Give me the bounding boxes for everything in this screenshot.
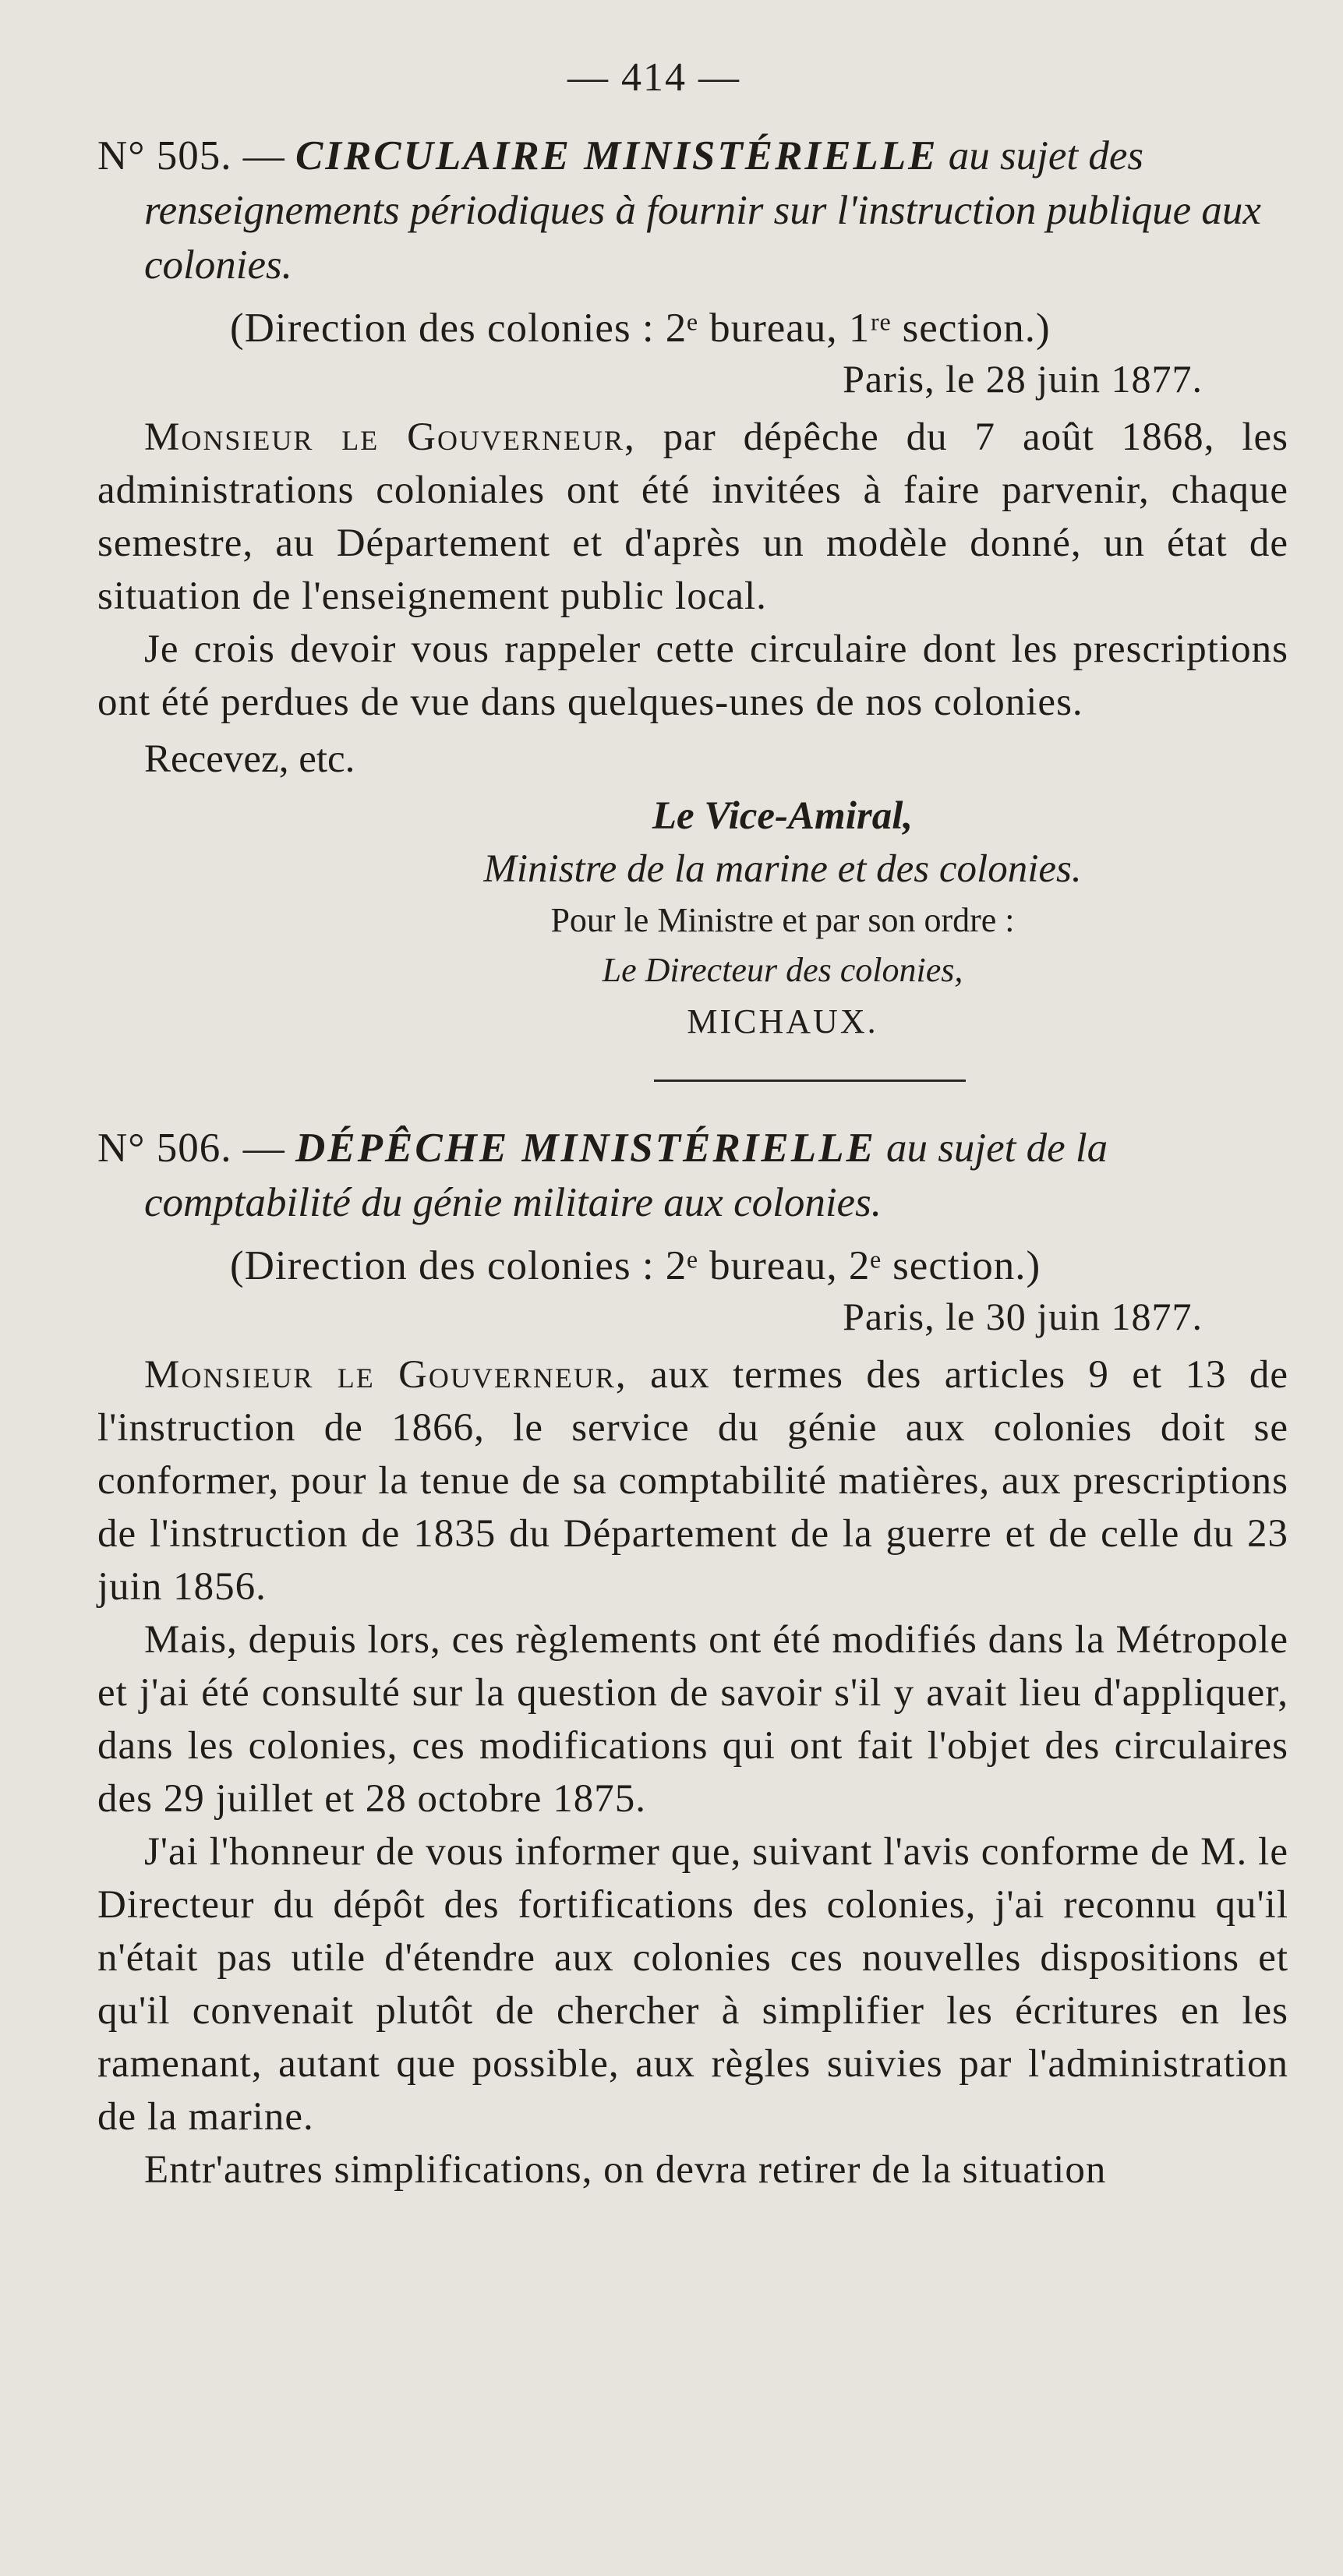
doc-title: DÉPÊCHE MINISTÉRIELLE <box>295 1125 876 1171</box>
doc-number: N° 505. — <box>97 133 285 178</box>
doc-subject: au sujet des renseignements périodiques à fournir sur l'instruction publique aux colonies. <box>144 133 1261 288</box>
direction-line: (Direction des colonies : 2ᵉ bureau, 2ᵉ section.) <box>230 1243 1041 1288</box>
signature-title: Le Vice-Amiral, <box>652 794 914 838</box>
salutation: Monsieur le Gouverneur, <box>144 415 636 459</box>
document-506 <box>97 1121 1288 2196</box>
page-number: — 414 — <box>567 55 740 100</box>
direction-line: (Direction des colonies : 2ᵉ bureau, 1ʳᵉ section.) <box>230 306 1051 351</box>
signature-delegation: Pour le Ministre et par son ordre : <box>550 901 1015 939</box>
closing-formula: Recevez, etc. <box>144 737 355 781</box>
doc-number: N° 506. — <box>97 1125 285 1171</box>
paragraph <box>97 1348 1288 1613</box>
doc-subject: au sujet de la comptabilité du génie militaire aux colonies. <box>144 1125 1108 1225</box>
document-505 <box>97 129 1288 1048</box>
paragraph <box>97 411 1288 623</box>
paragraph-text: aux termes des articles 9 et 13 de l'instruction de 1866, le service du génie aux colonies doit se conformer, pour la tenue de sa comptabilité matières, aux prescriptions de l'instruction de 1835 du Département de la guerre et de celle du 23 juin 1856. <box>97 1353 1288 1609</box>
paragraph: Mais, depuis lors, ces règlements ont été modifiés dans la Métropole et j'ai été consulté sur la question de savoir s'il y avait lieu d'appliquer, dans les colonies, ces modifications qui ont fait l'objet des circulaires des 29 juillet et 28 octobre 1875. <box>97 1618 1288 1821</box>
paragraph-text: par dépêche du 7 août 1868, les administrations coloniales ont été invitées à faire parvenir, chaque semestre, au Département et d'après un modèle donné, un état de situation de l'enseignement public local. <box>97 415 1288 618</box>
doc-title: CIRCULAIRE MINISTÉRIELLE <box>295 133 938 178</box>
paragraph: Entr'autres simplifications, on devra retirer de la situation <box>144 2148 1107 2192</box>
doc-heading <box>97 129 1288 292</box>
signature-office: Ministre de la marine et des colonies. <box>483 847 1082 891</box>
date-line: Paris, le 30 juin 1877. <box>843 1295 1203 1338</box>
paragraph: Je crois devoir vous rappeler cette circulaire dont les prescriptions ont été perdues de vue dans quelques-unes de nos colonies. <box>97 627 1288 724</box>
doc-heading <box>97 1121 1288 1230</box>
separator-rule <box>654 1080 966 1082</box>
signature-director: Le Directeur des colonies, <box>602 951 963 989</box>
date-line: Paris, le 28 juin 1877. <box>843 357 1203 401</box>
salutation: Monsieur le Gouverneur, <box>144 1353 627 1397</box>
paragraph: J'ai l'honneur de vous informer que, suivant l'avis conforme de M. le Directeur du dépôt des fortifications des colonies, j'ai reconnu qu'il n'était pas utile d'étendre aux colonies ces nouvelles dispositions et qu'il convenait plutôt de chercher à simplifier les écritures en les ramenant, autant que possible, aux règles suivies par l'administration de la marine. <box>97 1830 1288 2139</box>
signature-name: MICHAUX. <box>687 1002 878 1041</box>
